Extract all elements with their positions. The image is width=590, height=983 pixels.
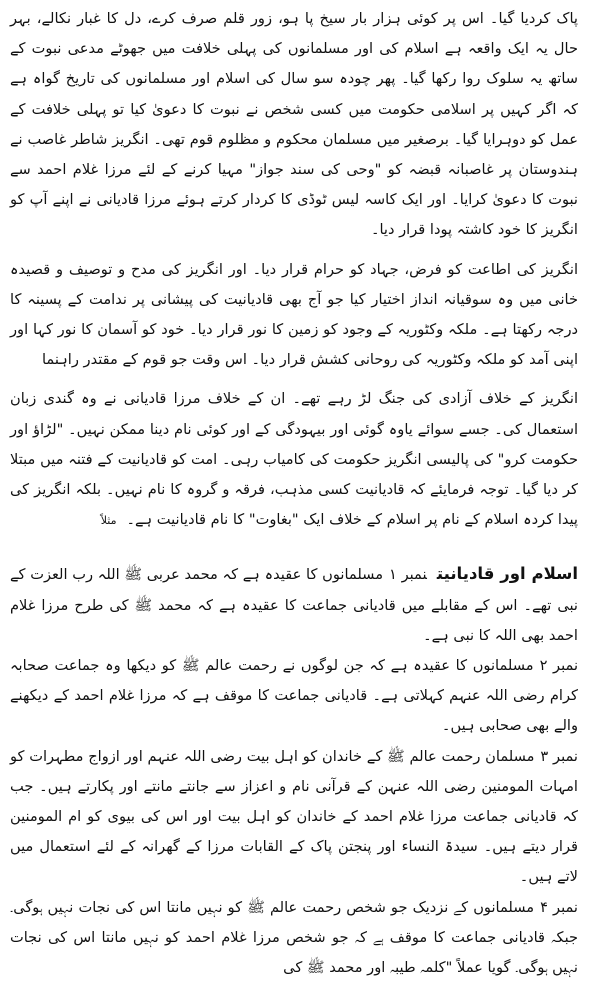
point-1 <box>10 559 578 651</box>
paragraph-1: پاک کردیا گیا۔ اس پر کوئی ہزار بار سیخ پا ہو، زور قلم صرف کرے، دل کا غبار نکالے، بہر حال یہ ایک واقعہ ہے اسلام کی اور مسلمانوں کی پہلی خلافت میں جھوٹے مدعی نبوت کے ساتھ یہ سلوک روا رکھا گیا۔ پھر چودہ سو سال کی اسلام اور مسلمانوں کی تاریخ گواہ ہے کہ اگر کہیں پر اسلامی حکومت میں کسی شخص نے نبوت کا دعویٰ کیا تو پہلی خلافت کے عمل کو دوہرایا گیا۔ برصغیر میں مسلمان محکوم و مظلوم قوم تھی۔ انگریز شاطر غاصب نے ہندوستان پر غاصبانہ قبضہ کو "وحی کی سند جواز" مہیا کرنے کے لئے مرزا غلام احمد سے نبوت کا دعویٰ کرایا۔ اور ایک کاسہ لیس ٹوڈی کا کردار کرتے ہوئے مرزا قادیانی نے اپنے آپ کو انگریز کا خود کاشتہ پودا قرار دیا۔ <box>10 10 578 239</box>
point-4-number: نمبر ۴ <box>540 898 578 916</box>
point-4-text: مسلمانوں کے نزدیک جو شخص رحمت عالم ﷺ کو نہیں مانتا اس کی نجات نہیں ہوگی۔ جبکہ قادیانی جماعت کا موقف ہے کہ جو شخص مرزا غلام احمد کو نہیں مانتا اس کی نجات نہیں ہوگی۔ گویا عملاً "کلمہ طیبہ اور محمد ﷺ کی <box>10 898 578 977</box>
point-1-number: نمبر ۱ <box>389 566 427 584</box>
point-3-text: مسلمان رحمت عالم ﷺ کے خاندان کو اہل بیت رضی اللہ عنہم اور ازواج مطہرات کو امہات المومنین رضی اللہ عنہن کے قرآنی نام و اعزاز سے جانتے مانتے اور پکارتے ہیں۔ جب کہ قادیانی جماعت مرزا غلام احمد کے خاندان کو اہل بیت اور اس کی بیوی کو ام المومنین قرار دیتے ہیں۔ سیدۃ النساء اور پنجتن پاک کے القابات مرزا کے گھرانہ کے لئے استعمال میں لاتے ہیں۔ <box>10 747 578 886</box>
point-2-number: نمبر ۲ <box>539 657 578 675</box>
section-gap <box>10 541 578 559</box>
paragraph-3 <box>10 384 578 536</box>
point-3-number: نمبر ۳ <box>540 747 578 765</box>
point-3 <box>10 742 578 893</box>
point-1-text: مسلمانوں کا عقیدہ ہے کہ محمد عربی ﷺ اللہ رب العزت کے نبی تھے۔ اس کے مقابلے میں قادیانی جماعت کا عقیدہ ہے کہ محمد ﷺ کی طرح مرزا غلام احمد بھی اللہ کا نبی ہے۔ <box>10 566 578 644</box>
signature-mark: مثلاً <box>100 514 117 528</box>
point-2 <box>10 651 578 742</box>
section-heading: اسلام اور قادیانیت <box>436 564 578 584</box>
paragraph-2: انگریز کی اطاعت کو فرض، جہاد کو حرام قرار دیا۔ اور انگریز کی مدح و توصیف و قصیدہ خانی میں وہ سوقیانہ انداز اختیار کیا جو آج بھی قادیانیت کی پیشانی پر ندامت کے پسینہ کا درجہ رکھتا ہے۔ ملکہ وکٹوریہ کے وجود کو زمین کا نور قرار دیا۔ خود کو آسمان کا نور کہا اور اپنی آمد کو ملکہ وکٹوریہ کی روحانی کشش قرار دیا۔ اس وقت جو قوم کے مقتدر راہنما <box>10 260 578 369</box>
paragraph-3-text: انگریز کے خلاف آزادی کی جنگ لڑ رہے تھے۔ ان کے خلاف مرزا قادیانی نے وہ گندی زبان استعمال کی۔ جسے سوائے یاوہ گوئی اور بیہودگی کے اور کوئی نام دینا ممکن نہیں۔ "لڑاؤ اور حکومت کرو" کی پالیسی انگریز حکومت کی کامیاب رہی۔ امت کو قادیانیت کے فتنہ میں مبتلا کر دیا گیا۔ توجہ فرمایئے کہ قادیانیت کسی مذہب، فرقہ و گروہ کا نام نہیں۔ بلکہ انگریز کی پیدا کردہ اسلام کے نام پر اسلام کے خلاف ایک "بغاوت" کا نام قادیانیت ہے۔ <box>10 390 578 529</box>
point-2-text: مسلمانوں کا عقیدہ ہے کہ جن لوگوں نے رحمت عالم ﷺ کو دیکھا وہ جماعت صحابہ کرام رضی اللہ عنہم کہلاتی ہے۔ قادیانی جماعت کا موقف ہے کہ مرزا غلام احمد کے دیکھنے والے بھی صحابی ہیں۔ <box>10 657 578 735</box>
point-4 <box>10 893 578 983</box>
